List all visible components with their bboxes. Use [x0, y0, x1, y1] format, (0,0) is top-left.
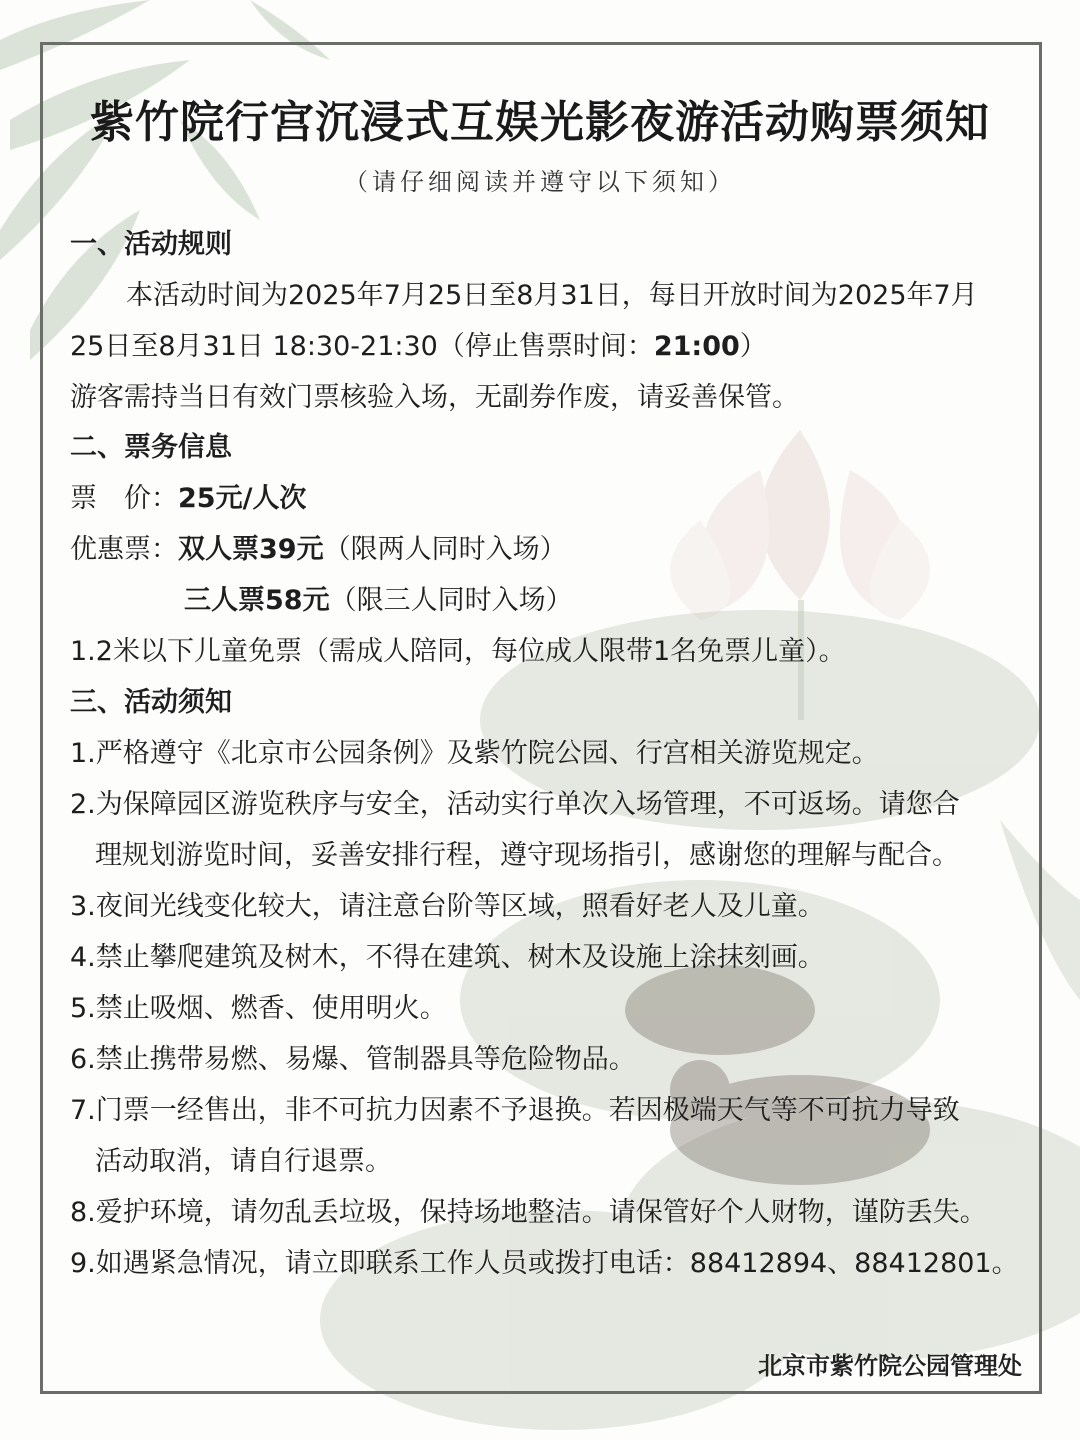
notice-item-4: 4.禁止攀爬建筑及树木，不得在建筑、树木及设施上涂抹刻画。	[70, 942, 825, 973]
ticket-price-row	[70, 479, 306, 519]
rules-line-3: 游客需持当日有效门票核验入场，无副券作废，请妥善保管。	[70, 382, 799, 413]
section-heading-notice: 三、活动须知	[70, 687, 232, 718]
notice-item-9: 9.如遇紧急情况，请立即联系工作人员或拨打电话：88412894、88412801。	[70, 1248, 1019, 1279]
rules-line-2-end: ）	[739, 331, 767, 362]
notice-item-6: 6.禁止携带易燃、易爆、管制器具等危险物品。	[70, 1044, 636, 1075]
child-ticket-note: 1.2米以下儿童免票（需成人陪同，每位成人限带1名免票儿童）。	[70, 636, 846, 667]
notice-item-7-cont: 活动取消，请自行退票。	[95, 1146, 392, 1177]
notice-item-2: 2.为保障园区游览秩序与安全，活动实行单次入场管理，不可返场。请您合	[70, 789, 960, 820]
notice-item-8: 8.爱护环境，请勿乱丢垃圾，保持场地整洁。请保管好个人财物，谨防丢失。	[70, 1197, 987, 1228]
page-title: 紫竹院行宫沉浸式互娱光影夜游活动购票须知	[90, 97, 990, 148]
section-heading-tickets: 二、票务信息	[70, 432, 232, 463]
triple-ticket-value: 三人票58元	[184, 585, 330, 616]
discount-triple-row	[184, 581, 573, 621]
ticket-price-label: 票 价：	[70, 483, 178, 514]
page-subtitle: （请仔细阅读并遵守以下须知）	[344, 168, 736, 196]
section-heading-rules: 一、活动规则	[70, 229, 232, 260]
rules-line-2	[70, 327, 767, 367]
ticket-price-value: 25元/人次	[178, 483, 307, 514]
notice-item-2-cont: 理规划游览时间，妥善安排行程，遵守现场指引，感谢您的理解与配合。	[95, 840, 959, 871]
notice-item-5: 5.禁止吸烟、燃香、使用明火。	[70, 993, 447, 1024]
rules-line-1: 本活动时间为2025年7月25日至8月31日，每日开放时间为2025年7月	[126, 280, 978, 311]
notice-item-7: 7.门票一经售出，非不可抗力因素不予退换。若因极端天气等不可抗力导致	[70, 1095, 960, 1126]
rules-line-2-text: 25日至8月31日 18:30-21:30（停止售票时间：	[70, 331, 654, 362]
notice-item-1: 1.严格遵守《北京市公园条例》及紫竹院公园、行宫相关游览规定。	[70, 738, 879, 769]
double-ticket-value: 双人票39元	[178, 534, 324, 565]
double-ticket-note: （限两人同时入场）	[323, 534, 567, 565]
issuer-signature: 北京市紫竹院公园管理处	[758, 1352, 1022, 1380]
discount-double-row	[70, 530, 567, 570]
notice-item-3: 3.夜间光线变化较大，请注意台阶等区域，照看好老人及儿童。	[70, 891, 825, 922]
discount-label: 优惠票：	[70, 534, 178, 565]
triple-ticket-note: （限三人同时入场）	[329, 585, 573, 616]
stop-sale-time: 21:00	[653, 331, 740, 362]
